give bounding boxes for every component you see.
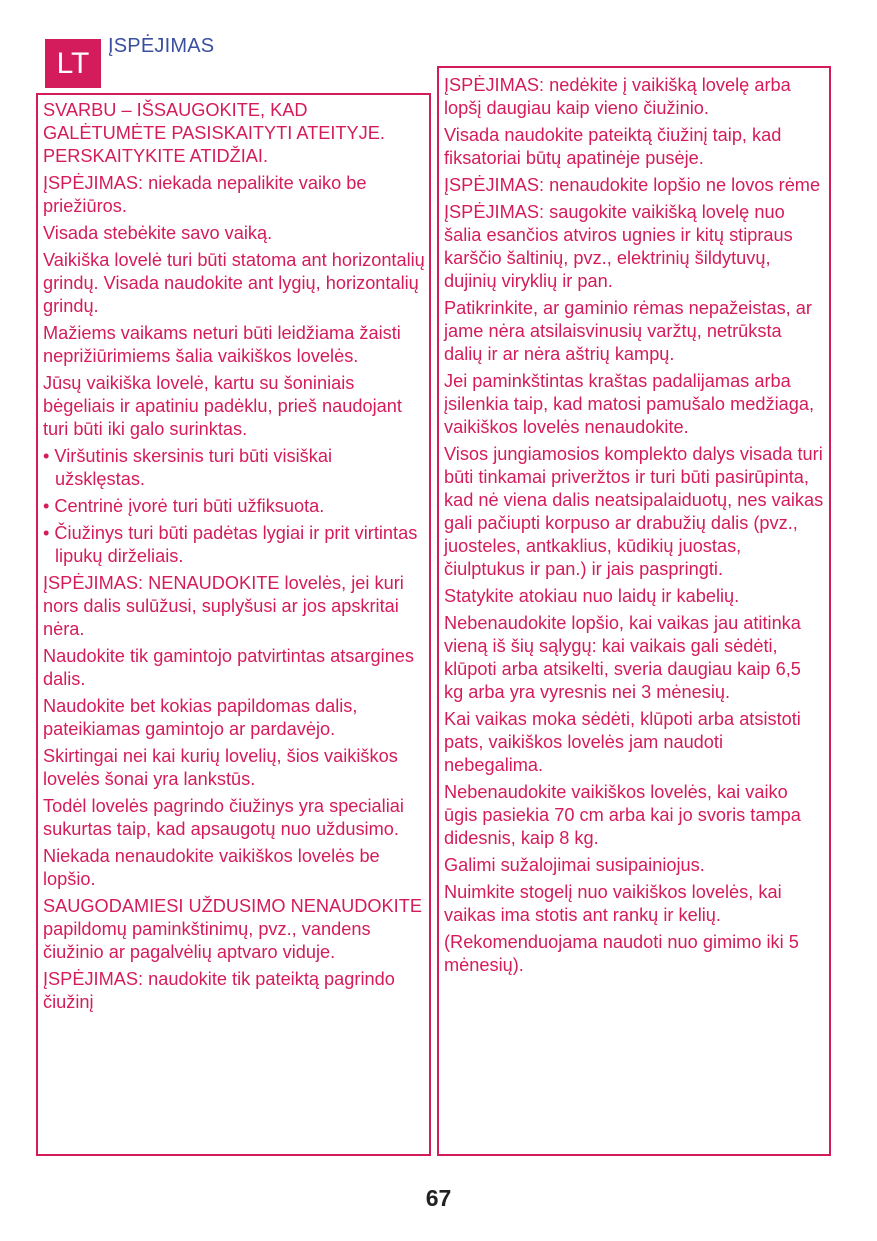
paragraph: Nebenaudokite lopšio, kai vaikas jau atitinka vieną iš šių sąlygų: kai vaikais gali sėdėti, klūpoti arba atsikelti, sveria daugiau kaip 6,5 kg arba yra vyresnis nei 3 mėnesių.: [444, 613, 801, 702]
paragraph: Nebenaudokite vaikiškos lovelės, kai vaiko ūgis pasiekia 70 cm arba kai jo svoris tampa didesnis, kaip 8 kg.: [444, 782, 801, 848]
paragraph: ĮSPĖJIMAS: nenaudokite lopšio ne lovos rėme: [444, 175, 821, 195]
page-number: 67: [425, 1185, 452, 1211]
paragraph: SAUGODAMIESI UŽDUSIMO NENAUDOKITE papildomų paminkštinimų, pvz., vandens čiužinio ar pagalvėlių aptvaro viduje.: [43, 896, 422, 962]
paragraph: (Rekomenduojama naudoti nuo gimimo iki 5 mėnesių).: [444, 932, 799, 975]
right-warning-column: [437, 66, 831, 1156]
paragraph: Naudokite bet kokias papildomas dalis, pateikiamas gamintojo ar pardavėjo.: [43, 696, 358, 739]
paragraph: Vaikiška lovelė turi būti statoma ant horizontalių grindų. Visada naudokite ant lygių, horizontalių grindų.: [43, 250, 425, 316]
paragraph: Jei paminkštintas kraštas padalijamas arba įsilenkia taip, kad matosi pamušalo medžiaga, vaikiškos lovelės nenaudokite.: [444, 371, 815, 437]
paragraph: Todėl lovelės pagrindo čiužinys yra specialiai sukurtas taip, kad apsaugotų nuo uždusimo.: [43, 796, 404, 839]
paragraph: Nuimkite stogelį nuo vaikiškos lovelės, kai vaikas ima stotis ant rankų ir kelių.: [444, 882, 782, 925]
paragraph: ĮSPĖJIMAS: saugokite vaikišką lovelę nuo šalia esančios atviros ugnies ir kitų stipraus karščio šaltinių, pvz., elektrinių šildytuvų, dujinių viryklių ir pan.: [444, 202, 793, 291]
paragraph: Mažiems vaikams neturi būti leidžiama žaisti neprižiūrimiems šalia vaikiškos lovelės.: [43, 323, 401, 366]
language-badge: LT: [45, 39, 101, 88]
paragraph: Galimi sužalojimai susipainiojus.: [444, 855, 705, 875]
paragraph: Jūsų vaikiška lovelė, kartu su šoniniais bėgeliais ir apatiniu padėklu, prieš naudojant turi būti iki galo surinktas.: [43, 373, 402, 439]
paragraph: Kai vaikas moka sėdėti, klūpoti arba atsistoti pats, vaikiškos lovelės jam naudoti nebegalima.: [444, 709, 801, 775]
bullet-item: • Viršutinis skersinis turi būti visiškai užsklęstas.: [43, 446, 333, 489]
paragraph: ĮSPĖJIMAS: niekada nepalikite vaiko be priežiūros.: [43, 173, 367, 216]
paragraph: Naudokite tik gamintojo patvirtintas atsargines dalis.: [43, 646, 415, 689]
paragraph: Niekada nenaudokite vaikiškos lovelės be lopšio.: [43, 846, 380, 889]
bullet-item: • Čiužinys turi būti padėtas lygiai ir prit virtintas lipukų dirželiais.: [43, 523, 418, 566]
bullet-item: • Centrinė įvorė turi būti užfiksuota.: [43, 496, 325, 516]
paragraph: ĮSPĖJIMAS: nedėkite į vaikišką lovelę arba lopšį daugiau kaip vieno čiužinio.: [444, 75, 791, 118]
paragraph: Visada naudokite pateiktą čiužinį taip, kad fiksatoriai būtų apatinėje pusėje.: [444, 125, 782, 168]
paragraph: Statykite atokiau nuo laidų ir kabelių.: [444, 586, 740, 606]
paragraph: SVARBU – IŠSAUGOKITE, KAD GALĖTUMĖTE PASISKAITYTI ATEITYJE. PERSKAITYKITE ATIDŽIAI.: [43, 100, 385, 166]
left-warning-column: [36, 93, 431, 1156]
paragraph: ĮSPĖJIMAS: NENAUDOKITE lovelės, jei kuri nors dalis sulūžusi, suplyšusi ar jos apskritai nėra.: [43, 573, 404, 639]
paragraph: Skirtingai nei kai kurių lovelių, šios vaikiškos lovelės šonai yra lankstūs.: [43, 746, 398, 789]
page-title: ĮSPĖJIMAS: [108, 35, 215, 57]
paragraph: ĮSPĖJIMAS: naudokite tik pateiktą pagrindo čiužinį: [43, 969, 395, 1012]
paragraph: Patikrinkite, ar gaminio rėmas nepažeistas, ar jame nėra atsilaisvinusių varžtų, netrūksta dalių ir ar nėra aštrių kampų.: [444, 298, 812, 364]
paragraph: Visada stebėkite savo vaiką.: [43, 223, 273, 243]
paragraph: Visos jungiamosios komplekto dalys visada turi būti tinkamai priveržtos ir turi būti pasirūpinta, kad nė viena dalis neatsipalaiduotų, nes vaikas gali pačiupti korpuso ar drabužių dalis (pvz., juosteles, antkaklius, kūdikių juostas, čiulptukus ir pan.) ir jais paspringti.: [444, 444, 824, 579]
